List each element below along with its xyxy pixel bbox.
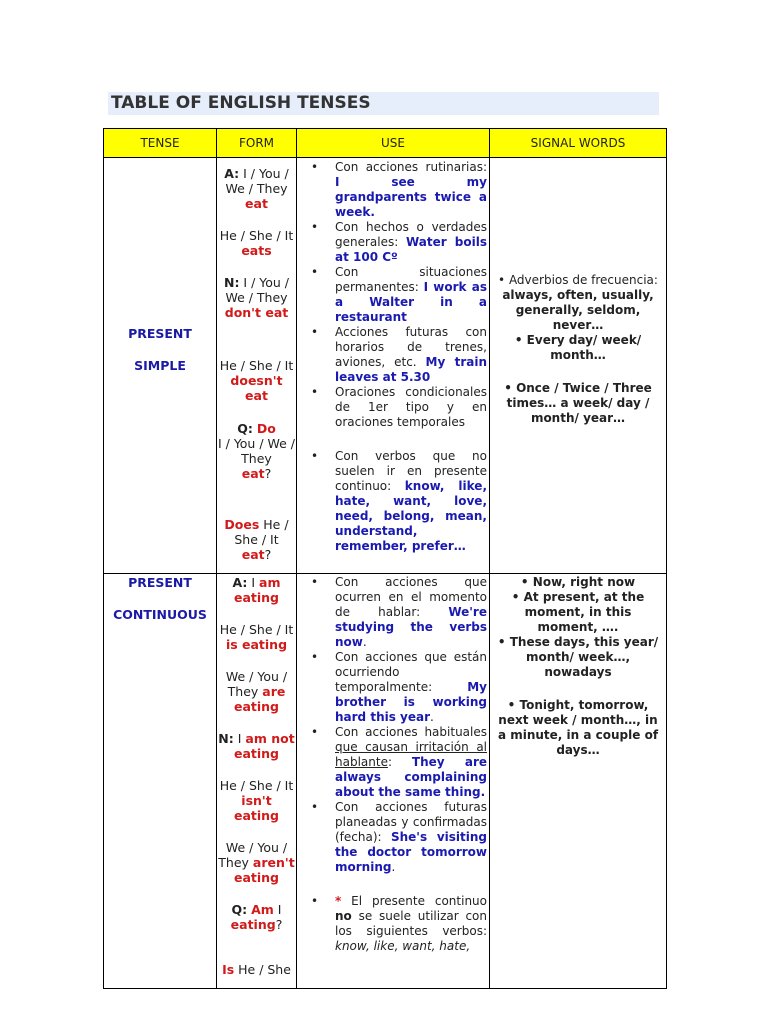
- pronouns: He / She: [234, 962, 291, 977]
- question-mark: ?: [275, 917, 283, 932]
- form-question: [217, 421, 296, 481]
- form-affirmative-third: [217, 228, 296, 258]
- auxiliary: Does: [224, 517, 260, 532]
- use-example: She's visiting the doctor tomorrow morning: [335, 830, 487, 874]
- signal-present-continuous: [490, 574, 667, 989]
- auxiliary: Do: [256, 421, 276, 436]
- signal-words: Once / Twice / Three times… a week/ day / month/ year…: [506, 381, 652, 425]
- use-example: know, like, hate, want, love, need, belong, mean, understand, remember, prefer…: [335, 479, 487, 553]
- form-question-third: [217, 962, 296, 977]
- use-item: [297, 160, 489, 220]
- verb: am eating: [233, 575, 281, 605]
- use-list: [297, 160, 489, 554]
- use-item: [297, 265, 489, 325]
- use-text: El presente continuo: [341, 894, 487, 908]
- present-continuous-row: [104, 574, 667, 989]
- tense-line: PRESENT: [128, 326, 192, 341]
- form-affirmative: [217, 575, 296, 605]
- use-text: Con verbos que no suelen ir en presente continuo:: [335, 449, 487, 493]
- verb: eat: [241, 466, 265, 481]
- use-italic: know, like, want, hate,: [335, 939, 471, 953]
- pronouns: I / You / We / They: [225, 275, 290, 305]
- use-example: My train leaves at 5.30: [335, 355, 487, 384]
- signal-item: • Tonight, tomorrow, next week / month…, in a minute, in a couple of days…: [497, 698, 659, 757]
- form-negative: [217, 275, 296, 320]
- auxiliary: Is: [222, 962, 235, 977]
- use-item: [297, 385, 489, 430]
- auxiliary: Am: [251, 902, 274, 917]
- use-text: se suele utilizar con los siguientes verbos:: [335, 909, 487, 938]
- use-item: [297, 800, 489, 875]
- use-example: They are always complaining about the same thing.: [335, 755, 487, 799]
- tense-line: PRESENT: [128, 575, 192, 590]
- signal-words: Every day/ week/ month…: [526, 333, 642, 362]
- header-use: USE: [297, 129, 490, 158]
- verb: aren't eating: [233, 855, 295, 885]
- use-text: Con acciones futuras planeadas y confirmadas (fecha):: [335, 800, 487, 844]
- asterisk: *: [335, 894, 342, 908]
- use-text: Con acciones habituales: [335, 725, 487, 739]
- header-row: [104, 129, 667, 158]
- use-text: Con hechos o verdades generales:: [335, 220, 487, 249]
- use-punct: :: [387, 755, 412, 769]
- form-present-continuous: [217, 574, 297, 989]
- use-punct: .: [430, 710, 434, 724]
- form-present-simple: [217, 158, 297, 574]
- use-list: [297, 575, 489, 954]
- use-item: [297, 220, 489, 265]
- tense-present-continuous: [104, 574, 217, 989]
- negative-label: N:: [223, 275, 240, 290]
- present-simple-row: [104, 158, 667, 574]
- signal-item: • Every day/ week/ month…: [514, 333, 642, 362]
- use-example: We're studying the verbs now: [335, 605, 487, 649]
- use-underlined: que causan irritación al hablante: [335, 740, 487, 769]
- negative-label: N:: [218, 731, 234, 746]
- question-label: Q:: [231, 902, 248, 917]
- verb: are eating: [233, 684, 286, 714]
- signal-item: • These days, this year/ month/ week…, nowadays: [497, 635, 659, 679]
- use-bold: no: [335, 909, 352, 923]
- verb: don't eat: [224, 305, 289, 320]
- tense-present-simple: [104, 158, 217, 574]
- verb: eat: [241, 547, 265, 562]
- form-question-third: [217, 517, 296, 562]
- use-text: Acciones futuras con horarios de trenes, aviones, etc.: [335, 325, 487, 369]
- use-item: [297, 325, 489, 385]
- form-negative-third: [217, 778, 296, 823]
- pronouns: He / She / It: [219, 228, 294, 243]
- use-text: Oraciones condicionales de 1er tipo y en oraciones temporales: [335, 385, 487, 429]
- verb: eat: [245, 196, 268, 211]
- use-item: [297, 725, 489, 800]
- question-mark: ?: [264, 466, 272, 481]
- tense-line: CONTINUOUS: [113, 607, 207, 622]
- pronouns: We / You / They: [218, 840, 288, 870]
- pronouns: I / You / We / They: [225, 166, 289, 196]
- use-example: I work as a Walter in a restaurant: [335, 280, 487, 324]
- pronoun: I: [247, 575, 260, 590]
- signal-words: Now, right now: [532, 575, 636, 589]
- use-present-simple: [297, 158, 490, 574]
- pronouns: I / You / We / They: [217, 436, 296, 466]
- use-item: [297, 894, 489, 954]
- verb: doesn't eat: [230, 373, 283, 403]
- use-present-continuous: [297, 574, 490, 989]
- tense-line: SIMPLE: [134, 358, 186, 373]
- pronouns: He / She / It: [219, 622, 294, 637]
- signal-item: • Adverbios de frecuencia: always, often, usually, generally, seldom, never…: [498, 273, 658, 332]
- form-affirmative-third: [217, 622, 296, 652]
- pronouns: He / She / It: [219, 358, 294, 373]
- form-negative-plural: [217, 840, 296, 885]
- pronoun: I: [273, 902, 282, 917]
- signal-list: [490, 273, 666, 426]
- question-mark: ?: [264, 547, 272, 562]
- signal-text: Adverbios de frecuencia:: [508, 273, 658, 287]
- use-example: My brother is working hard this year: [335, 680, 487, 724]
- use-item: [297, 575, 489, 650]
- tenses-table: [103, 128, 667, 989]
- signal-words: At present, at the moment, in this moment, ….: [523, 590, 645, 634]
- use-item: [297, 650, 489, 725]
- use-text: Con acciones rutinarias:: [335, 160, 487, 174]
- verb: am not eating: [233, 731, 295, 761]
- signal-item: • Now, right now: [520, 575, 636, 589]
- use-text: Con acciones que ocurren en el momento de hablar:: [335, 575, 487, 619]
- use-punct: .: [362, 635, 367, 649]
- verb: eats: [241, 243, 272, 258]
- signal-item: • Once / Twice / Three times… a week/ day / month/ year…: [504, 381, 652, 425]
- form-affirmative-plural: [217, 669, 296, 714]
- form-question: [217, 902, 296, 932]
- header-signal-words: SIGNAL WORDS: [490, 129, 667, 158]
- signal-words: Tonight, tomorrow, next week / month…, in a minute, in a couple of days…: [497, 698, 659, 757]
- signal-words: These days, this year/ month/ week…, nowadays: [509, 635, 659, 679]
- question-label: Q:: [237, 421, 253, 436]
- verb: isn't eating: [233, 793, 280, 823]
- signal-words: always, often, usually, generally, seldom, never…: [502, 288, 654, 332]
- verb: eating: [230, 917, 276, 932]
- pronouns: He / She / It: [234, 517, 289, 547]
- pronouns: He / She / It: [219, 778, 294, 793]
- header-form: FORM: [217, 129, 297, 158]
- form-negative: [217, 731, 296, 761]
- use-example: Water boils at 100 Cº: [335, 235, 487, 264]
- signal-item: • At present, at the moment, in this moment, ….: [511, 590, 645, 634]
- form-negative-third: [217, 358, 296, 403]
- use-text: Con situaciones permanentes:: [335, 265, 487, 294]
- header-tense: TENSE: [104, 129, 217, 158]
- form-affirmative: [217, 166, 296, 211]
- use-punct: .: [391, 860, 396, 874]
- pronoun: I: [233, 731, 246, 746]
- use-text: Con acciones que están ocurriendo temporalmente:: [335, 650, 487, 694]
- document-title: TABLE OF ENGLISH TENSES: [108, 92, 659, 115]
- verb: is eating: [225, 637, 288, 652]
- use-item: [297, 449, 489, 554]
- signal-present-simple: [490, 158, 667, 574]
- signal-list: [490, 575, 666, 758]
- affirmative-label: A:: [232, 575, 248, 590]
- pronouns: We / You / They: [225, 669, 288, 699]
- use-example: I see my grandparents twice a week.: [335, 175, 487, 219]
- affirmative-label: A:: [224, 166, 240, 181]
